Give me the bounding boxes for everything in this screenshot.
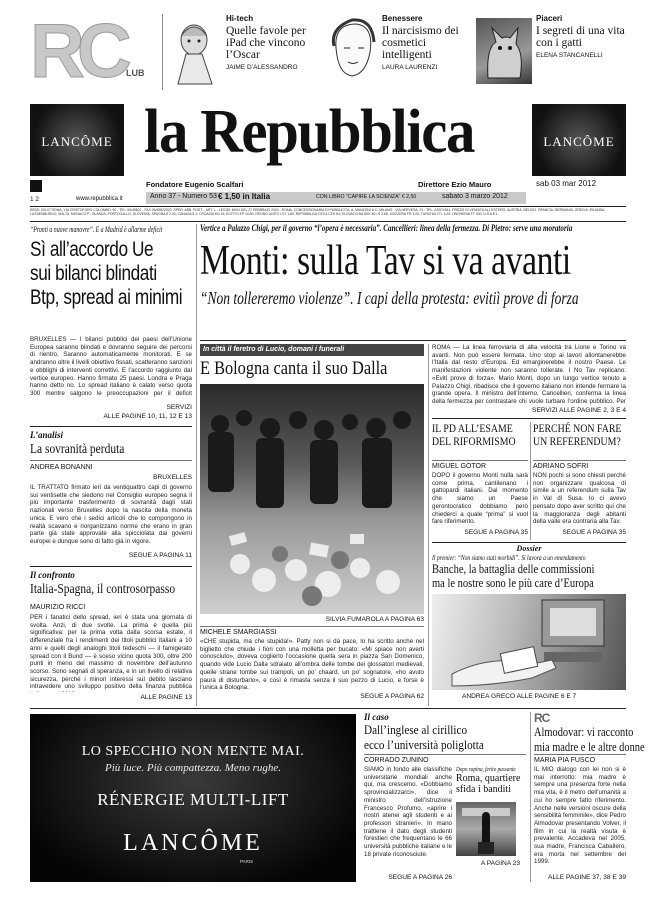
dossier-kicker: Il premier: “Non siamo stati morbidi”. Si lavora a un emendamento — [432, 553, 586, 562]
gotor-opinion[interactable] — [432, 422, 528, 540]
almodovar-body: IL MIO dialogo con lei non si è mai interrotto: mia madre è sempre una presenza forte nella mia vita, è il metro dell’umanità a cui ho sempre fatto riferimento. Anche nelle versioni oscure della sensibilità femminile», dice Pedro Almodovar presentando Volver, il film in cui la realtà visuta è prevalente. Accadeva nel 2005, sua madre, Francisca Caballero, era morta nel settembre del 1999. — [534, 766, 626, 866]
roma-photo — [456, 802, 516, 856]
teaser-author: LAURA LAURENZI — [382, 64, 438, 71]
almodovar-headline-line[interactable]: Almodovar: vi racconto — [534, 724, 634, 739]
gotor-author: MIGUEL GOTOR — [432, 463, 487, 470]
almodovar-author: MARIA PIA FUSCO — [534, 757, 596, 764]
almodovar-segue[interactable]: ALLE PAGINE 37, 38 E 39 — [548, 874, 626, 881]
dalla-banner: In città il feretro di Lucio, domani i funerali — [200, 344, 424, 356]
lead-left-headline-line[interactable]: Btp, spread ai minimi — [30, 286, 183, 309]
ad-headline: LO SPECCHIO NON MENTE MAI. — [81, 744, 305, 759]
masthead-title: la Repubblica — [144, 98, 475, 166]
founder-line: Fondatore Eugenio Scalfari — [146, 180, 244, 189]
lead-left[interactable] — [30, 224, 192, 424]
rclub-logo-sub: LUB — [126, 68, 145, 78]
teaser-label: Hi-tech — [226, 14, 254, 23]
ear-ad-right[interactable] — [532, 104, 626, 176]
teaser-hitech[interactable] — [166, 14, 326, 90]
lead-left-byline: SERVIZI — [166, 404, 192, 411]
ad-brand: LANCÔME — [123, 830, 263, 856]
ear-ad-brand: LANCÔME — [41, 134, 113, 149]
analysis-dateline: BRUXELLES — [153, 474, 192, 481]
black-square — [30, 180, 42, 192]
dalla-headline[interactable]: E Bologna canta il suo Dalla — [200, 358, 388, 379]
ear-ad-left[interactable] — [30, 104, 124, 176]
dossier-headline-line[interactable]: Banche, la battaglia delle commissioni — [432, 562, 595, 576]
edition-promo: CON LIBRO "CAPIRE LA SCIENZA" € 2,50 — [316, 194, 417, 200]
teaser-author: ELENA STANCANELLI — [536, 52, 603, 59]
dalla-story[interactable] — [200, 344, 424, 706]
gotor-headline[interactable]: IL PD ALL’ESAME DEL RIFORMISMO — [432, 421, 516, 448]
dalla-segue[interactable]: SEGUE A PAGINA 62 — [360, 693, 424, 700]
confronto-body: PER i fanatici dello spread, ieri è stata una giornata di svolta. Anzi, di due svolte. La prima è quella più significativa: per la prima volta dalla scorsa estate, il differenziale fra i rendimenti dei titoli pubblici italiani a 10 anni e quelli degli analoghi titoli tedeschi — il famigerato spread con il Bund — è sceso vicino quota 300, oltre 200 punti in meno del massimo di novembre dell’autunno scorso. Sono segnali di speranza, e in un livello di relativa sicurezza, perché i minori interessi sul debito lasciano intravedere uno sviluppo positivo della finanza pubblica — [30, 614, 192, 691]
roma-box[interactable] — [456, 766, 526, 872]
dossier[interactable] — [432, 544, 626, 706]
analysis-label: L’analisi — [30, 430, 64, 440]
main-story-body: ROMA — La linea ferroviaria di alta velocità tra Lione e Torino va avanti. Non può essere fermata. Uno stop ai lavori allontanerebbe l’Italia dal resto d’Europa. Ed emarginerebbe il nostro Paese. Le manifestazioni violente non saranno tollerate. I No Tav replicano: «Evitì prove di forza». Mario Monti, dopo un lungo vertice tenuto a Palazzo Chigi, ribadisce che il governo italiano non intende fermare la grande opera. Il ministro dell’Interno, Cancellieri, conferma la linea della fermezza per contrastare chi vuole turbare l’ordine pubblico. Per — [432, 344, 626, 405]
sofri-headline[interactable]: PERCHÉ NON FARE UN REFERENDUM? — [533, 421, 622, 448]
teaser-title[interactable]: I segreti di una vita con i gatti — [536, 25, 625, 49]
cat-photo — [476, 18, 532, 84]
confronto[interactable] — [30, 570, 192, 704]
roma-headline-line[interactable]: sfida i banditi — [456, 784, 511, 795]
caso-story[interactable] — [364, 712, 526, 884]
analysis[interactable] — [30, 430, 192, 564]
analysis-headline[interactable]: La sovranità perduta — [30, 442, 125, 457]
almodovar-headline-line[interactable]: mia madre e le altre donne — [534, 739, 645, 754]
teaser-label: Benessere — [382, 14, 423, 23]
dalla-caption[interactable]: SILVIA FUMAROLA A PAGINA 63 — [325, 616, 424, 623]
almodovar-story[interactable] — [534, 711, 645, 884]
main-story-headline[interactable]: Monti: sulla Tav si va avanti — [200, 238, 571, 284]
roma-kicker: Dopo rapina, ferito passante — [456, 766, 516, 773]
lead-left-segue[interactable]: ALLE PAGINE 10, 11, 12 E 13 — [103, 413, 192, 420]
caso-author: CORRADO ZUNINO — [364, 757, 429, 764]
roma-headline-line[interactable]: Roma, quartiere — [456, 773, 521, 784]
confronto-segue[interactable]: ALLE PAGINE 13 — [140, 694, 192, 701]
dossier-caption[interactable]: ANDREA GRECO ALLE PAGINE 6 E 7 — [462, 693, 577, 700]
edition-number: Anno 37 - Numero 53 — [150, 193, 217, 200]
fine-print: SEDE: 00147 ROMA, VIA CRISTOFORO COLOMBO, 90 - TEL. 06/49821 - FAX 06/49822923. SPED. ABB. POST. - ART. 1 - LEGGE 46/04 DEL 27 FEBBRAIO 2004 - ROMA. CONCESSIONARIA DI PUBBLICITÀ: A. MANZONI & C. MILANO - VIA NERVESA, 21 - TEL. 02/574941. PREZZI DI VENDITA ALL'ESTERO: AUSTRIA, BELGIO, FRANCIA, GERMANIA, GRECIA, IRLANDA, LUSSEMBURGO, MALTA, MONACO P., OLANDA, PORTOGALLO, SLOVENIA, SPAGNA € 2,00; CANADA $ 1; CROAZIA KN 15; EGITTO EP 16,50; REGNO UNITO LST 1,80; REPUBBLICA CECA CZK 64; SLOVACCHIA SKK 80 / € 2,66; SVIZZERA FR 3,00; TURCHIA YTL 4,25; UNGHERIA FT 400; U.S.A $ 1 — [30, 208, 606, 216]
dossier-headline-line[interactable]: ma le nostre sono le più care d’Europa — [432, 576, 594, 590]
dalla-body: «CHE stupida, ma che stupida!». Patty non si dà pace, lo ha scritto anche nel biglietto che chiude i fiori con una molletta per bucato: «Mi spiace non averti conosciuto», doveva coglierlo l’occasione quella sera in piazza San Domenico, quando vide Lucio Dalla sdraiato all’ombra delle tombe dei glossatori medievali, quelle strane tombe sui trampoli, un po’ chaard, un po’ sognatore, «ho avuto paura di disturbarlo», e così è rimasta senza il suo pezzo di Lucio, e forse è l’unica a Bologna. — [200, 638, 424, 690]
bologna-crowd-photo — [200, 384, 424, 614]
confronto-author: MAURIZIO RICCI — [30, 604, 86, 611]
analysis-body: IL TRATTATO firmato ieri da ventiquattro capi di governo sui ventisette che siedono nel Consiglio europeo segna il più importante trasferimento di sovranità dagli stati nazionali verso Bruxelles dopo la nascita della moneta unica. E vero che i sedici articoli che lo compongono in realtà scavano e riorganizzano norme che erano in gran parte già state approvate alla spicciolata dai governi europei e dunque sono di fatto già in vigore. — [30, 484, 192, 545]
lead-left-kicker: “Pronti a nuove manovre”. E a Madrid è allarme deficit — [30, 224, 163, 234]
gotor-segue[interactable]: SEGUE A PAGINA 35 — [464, 529, 528, 536]
caso-segue[interactable]: SEGUE A PAGINA 26 — [388, 874, 452, 881]
atm-photo — [432, 594, 626, 690]
lead-left-headline-line[interactable]: Sì all’accordo Ue — [30, 238, 154, 261]
lead-left-headline-line[interactable]: sui bilanci blindati — [30, 262, 157, 285]
sofri-body: NON pochi si sono chiesti perché non organizzare qualcosa di simile a un referendum sulla Tav in Val di Susa. Io ci avevo pensato dopo aver scritto qui che la maggioranza degli abitanti della valle era contraria alla Tav. — [533, 472, 626, 526]
analysis-segue[interactable]: SEGUE A PAGINA 11 — [128, 552, 192, 559]
teaser-author: JAIME D’ALESSANDRO — [226, 64, 298, 71]
caso-label: Il caso — [364, 712, 389, 722]
website[interactable]: www.repubblica.it — [76, 196, 123, 202]
sofri-opinion[interactable] — [533, 422, 626, 540]
rclub-mini-logo: RC — [534, 711, 550, 725]
main-story-kicker: Vertice a Palazzo Chigi, per il governo “l’opera è necessaria”. Cancellieri: linea della fermezza. Di Pietro: serve una moratoria — [200, 224, 573, 234]
confronto-headline[interactable]: Italia-Spagna, il controsorpasso — [30, 582, 176, 597]
page-number: 1 2 — [30, 196, 40, 203]
teaser-piaceri[interactable] — [476, 14, 626, 90]
rclub-logo-text: RC — [30, 9, 124, 94]
sofri-segue[interactable]: SEGUE A PAGINA 35 — [562, 529, 626, 536]
analysis-author: ANDREA BONANNI — [30, 464, 93, 471]
director-line: Direttore Ezio Mauro — [418, 180, 492, 189]
ad-product: RÉNERGIE MULTI-LIFT — [97, 790, 289, 809]
rclub-logo — [30, 9, 156, 94]
main-story-segue[interactable]: SERVIZI ALLE PAGINE 2, 3 E 4 — [532, 407, 626, 414]
edition-bar — [146, 192, 526, 204]
edition-price: € 1,50 in Italia — [218, 192, 271, 201]
teaser-title[interactable]: Quelle favole per iPad che vincono l’Oscar — [226, 25, 306, 61]
main-story-subhead: “Non tollereremo violenze”. I capi della protesta: evitiì prove di forza — [200, 288, 579, 308]
roma-segue[interactable]: A PAGINA 23 — [480, 860, 520, 867]
ad-tagline: Più luce. Più compattezza. Meno rughe. — [105, 762, 281, 774]
dossier-label: Dossier — [516, 544, 542, 553]
dalla-author: MICHELE SMARGIASSI — [200, 629, 277, 636]
ad-brand-sub: PARIS — [240, 859, 254, 864]
confronto-label: Il confronto — [30, 570, 75, 580]
caso-body: SIAMO in fondo alle classifiche universitarie mondiali anche qui, ma crescemo. «Dobbiamo sprovincializzarci», dice il ministro dell’Istruzione Francesco Profumo, «aprire i nostri atenei agli studenti e ai professori stranieri». In mano trattiene il dato degli studenti forestieri che frequentano le 66 università pubbliche italiane e le 18 private riconosciute. — [364, 766, 452, 858]
alice-illustration — [166, 18, 222, 86]
teaser-benessere[interactable] — [326, 14, 476, 90]
top-date: sab 03 mar 2012 — [536, 179, 597, 188]
sofri-author: ADRIANO SOFRI — [533, 463, 589, 470]
caso-headline-line[interactable]: ecco l’università poliglotta — [364, 737, 484, 752]
ear-ad-brand: LANCÔME — [543, 134, 615, 149]
lead-left-body: BRUXELLES — I bilanci pubblici dei paesi dell’Unione Europea saranno blindati e dovranno seguire dei percorsi di rientro. Saranno automaticamente monitorati. E se andranno oltre il livelli obiettivo fissati, scatteranno sanzioni e obblighi di interventi correttivi. E l’accordo raggiunto dal vertice europeo. Hanno firmato 25 paesi. Londra e Praga hanno detto no. Lo spread italiano è calato verso quota 300 mentre salgono le preoccupazioni per il deficit — [30, 336, 192, 397]
teaser-title[interactable]: Il narcisismo dei cosmetici intelligenti — [382, 25, 459, 61]
ad-lancome-bottom[interactable] — [30, 714, 356, 882]
caso-headline-line[interactable]: Dall’inglese al cirillico — [364, 722, 468, 737]
face-illustration — [326, 18, 378, 86]
gotor-body: DOPO il governo Monti nulla sarà come prima, cantilenano i gattopardi italiani. Dal momento che siamo un Paese gerontocratico dobbiamo però chiederci a quale “prima” si vuol fare riferimento. — [432, 472, 528, 526]
edition-date: sabato 3 marzo 2012 — [442, 193, 508, 200]
teaser-label: Piaceri — [536, 14, 563, 23]
